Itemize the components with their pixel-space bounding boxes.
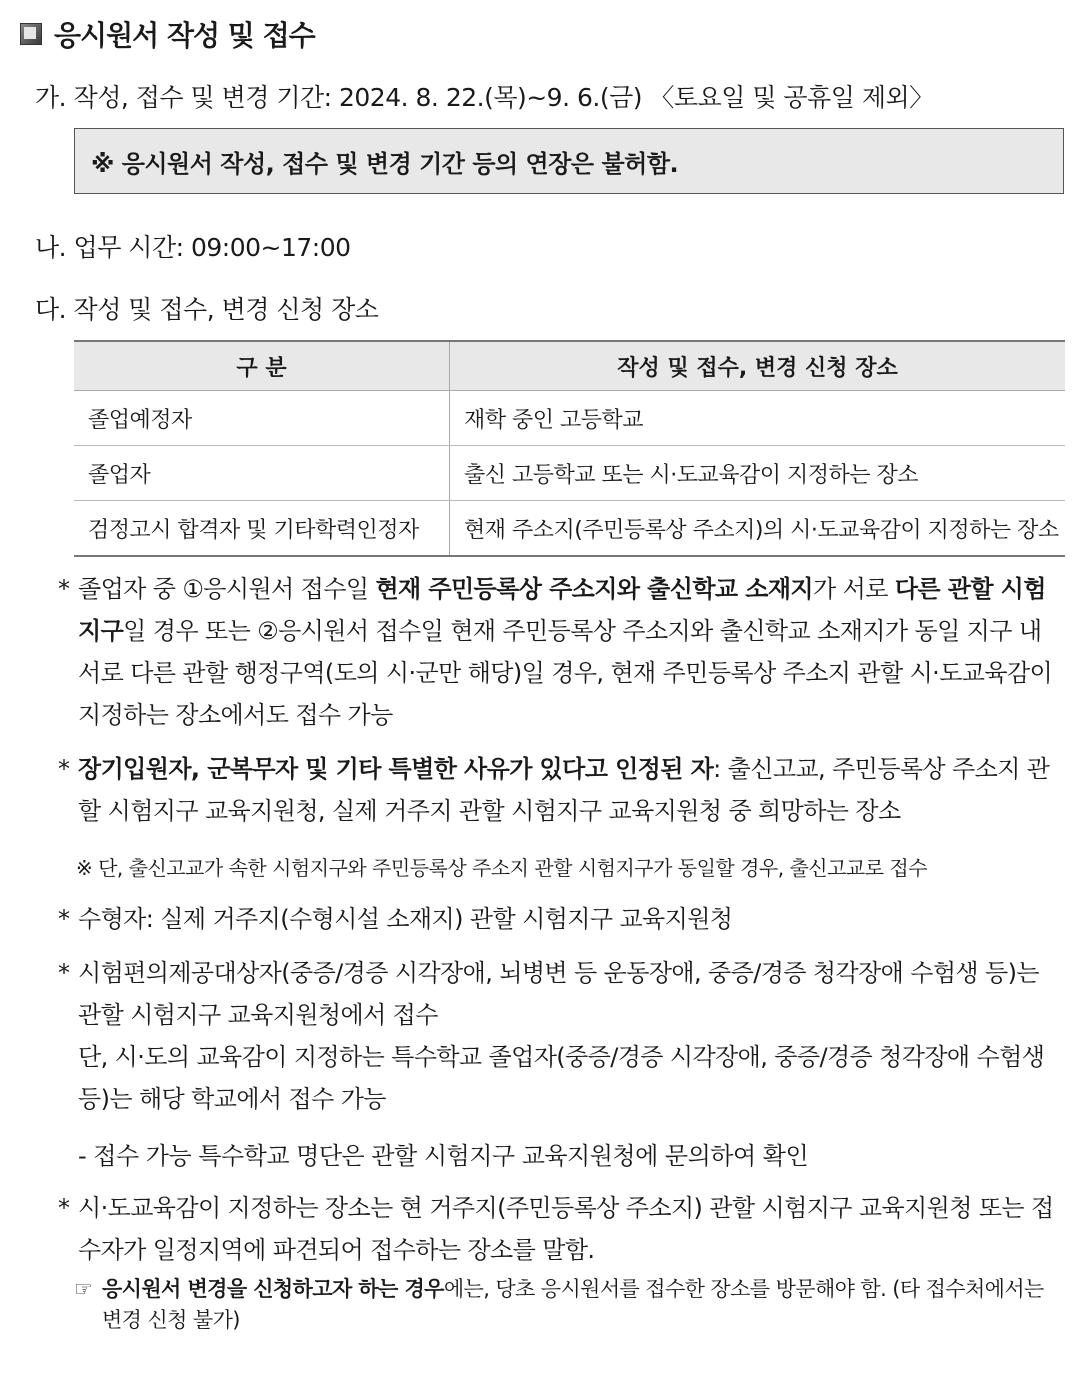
table-row [74, 391, 1065, 446]
table-row [74, 446, 1065, 501]
note-asterisk: * [58, 1194, 70, 1222]
note-body [78, 568, 1068, 736]
section-header [20, 14, 315, 54]
note-bold: 응시원서 변경을 신청하고자 하는 경우 [102, 1277, 444, 1301]
note-body: 수형자: 실제 거주지(수형시설 소재지) 관할 시험지구 교육지원청 [78, 905, 733, 933]
item-ga-period: 가. 작성, 접수 및 변경 기간: 2024. 8. 22.(목)~9. 6.(금) 〈토요일 및 공휴일 제외〉 [35, 83, 934, 112]
row-place: 재학 중인 고등학교 [450, 391, 1066, 446]
row-category: 졸업자 [74, 446, 450, 501]
item-da-place: 다. 작성 및 접수, 변경 신청 장소 [35, 295, 379, 324]
note-text: 시험편의제공대상자(중증/경증 시각장애, 뇌병변 등 운동장애, 중증/경증 청각장애 수험생 등)는 관할 시험지구 교육지원청에서 접수 [78, 959, 1039, 1029]
row-category: 검정고시 합격자 및 기타학력인정자 [74, 501, 450, 557]
note-bold: 장기입원자, 군복무자 및 기타 특별한 사유가 있다고 인정된 자 [78, 755, 714, 783]
note-sub-remark: ※ 단, 출신고교가 속한 시험지구와 주민등록상 주소지 관할 시험지구가 동일할 경우, 출신고교로 접수 [76, 856, 928, 880]
note-text: : 출신고교, 주민등록상 주소지 관할 시험지구 교육지원청, 실제 거주지 관할 시험지구 교육지원청 중 희망하는 장소 [78, 755, 1050, 825]
note-body [102, 1274, 1068, 1336]
note-text: 졸업자 중 ①응시원서 접수일 [78, 575, 376, 603]
row-place: 출신 고등학교 또는 시·도교육감이 지정하는 장소 [450, 446, 1066, 501]
item-na-hours: 나. 업무 시간: 09:00~17:00 [35, 233, 351, 262]
header-category: 구 분 [74, 341, 450, 391]
note-text: 단, 시·도의 교육감이 지정하는 특수학교 졸업자(중증/경증 시각장애, 중증/경증 청각장애 수험생 등)는 해당 학교에서 접수 가능 [78, 1043, 1045, 1113]
note-graduate [58, 568, 1068, 736]
note-inmate [58, 898, 1068, 940]
note-asterisk: * [58, 575, 70, 603]
table-row [74, 501, 1065, 557]
note-body: 시·도교육감이 지정하는 장소는 현 거주지(주민등록상 주소지) 관할 시험지구 교육지원청 또는 접수자가 일정지역에 파견되어 접수하는 장소를 말함. [78, 1194, 1054, 1264]
note-body [78, 952, 1068, 1120]
note-special-cases [58, 748, 1068, 832]
table-header-row [74, 341, 1065, 391]
section-title: 응시원서 작성 및 접수 [54, 19, 315, 52]
notice-box: ※ 응시원서 작성, 접수 및 변경 기간 등의 연장은 불허함. [74, 128, 1064, 194]
place-table [74, 340, 1065, 557]
note-accommodation [58, 952, 1068, 1120]
note-change-request [74, 1274, 1068, 1336]
note-designated-place [58, 1187, 1068, 1271]
note-text: 일 경우 또는 ②응시원서 접수일 현재 주민등록상 주소지와 출신학교 소재지가 동일 지구 내 서로 다른 관할 행정구역(도의 시·군만 해당)일 경우, 현재 주민등록상 주소지 관할 시·도교육감이 지정하는 장소에서도 접수 가능 [78, 617, 1053, 729]
note-text: 에는, 당초 응시원서를 접수한 장소를 방문해야 함. (타 접수처에서는 변경 신청 불가) [102, 1277, 1044, 1332]
note-asterisk: * [58, 905, 70, 933]
note-text: 가 서로 [813, 575, 895, 603]
note-bold: 현재 주민등록상 주소지와 출신학교 소재지 [375, 575, 814, 603]
note-body [78, 748, 1068, 832]
header-place: 작성 및 접수, 변경 신청 장소 [450, 341, 1066, 391]
row-category: 졸업예정자 [74, 391, 450, 446]
row-place: 현재 주소지(주민등록상 주소지)의 시·도교육감이 지정하는 장소 [450, 501, 1066, 557]
note-asterisk: * [58, 959, 70, 987]
pointing-hand-icon: ☞ [74, 1277, 93, 1301]
square-bullet-icon [20, 23, 42, 45]
note-dash-item: - 접수 가능 특수학교 명단은 관할 시험지구 교육지원청에 문의하여 확인 [78, 1142, 809, 1170]
note-bold: 다른 관할 시험지구 [78, 575, 1046, 645]
note-asterisk: * [58, 755, 70, 783]
